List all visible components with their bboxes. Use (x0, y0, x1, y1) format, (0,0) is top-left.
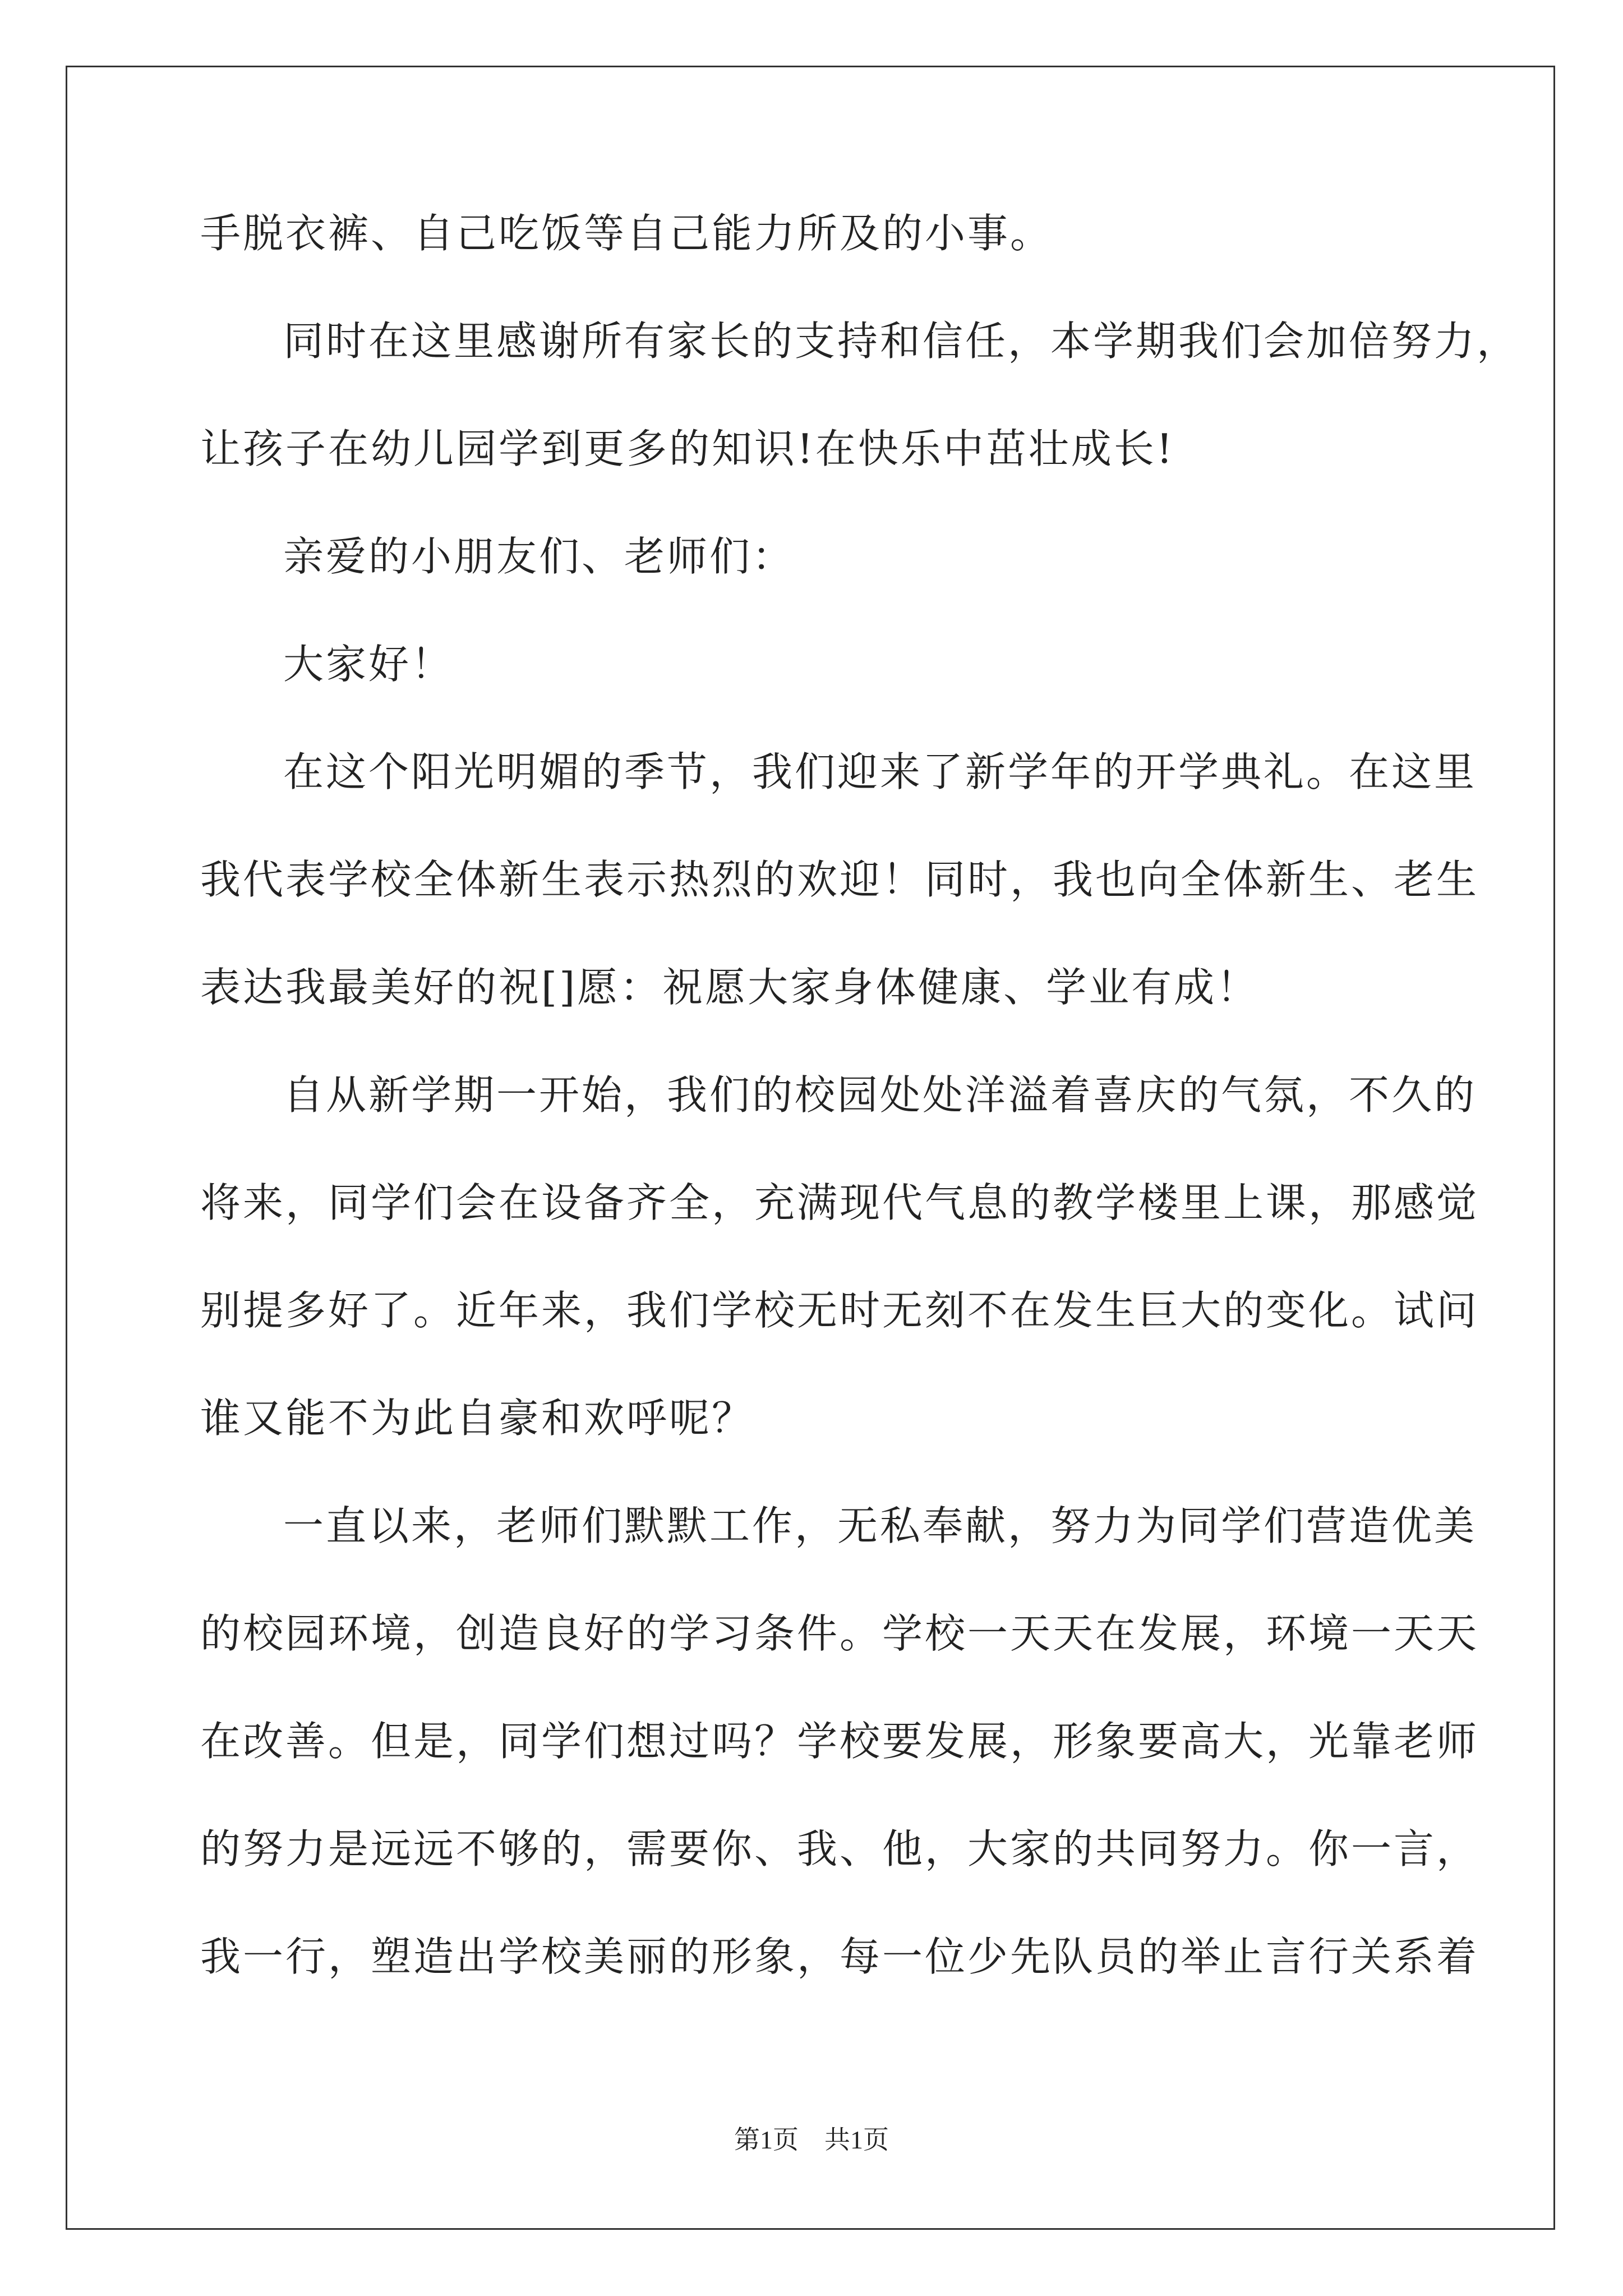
page-border (66, 66, 1555, 2230)
text-line: 在改善。但是，同学们想过吗？学校要发展，形象要高大，光靠老师 (200, 1718, 1479, 1765)
text-line: 的校园环境，创造良好的学习条件。学校一天天在发展，环境一天天 (200, 1610, 1479, 1657)
text-line: 我一行，塑造出学校美丽的形象，每一位少先队员的举止言行关系着 (200, 1933, 1479, 1980)
text-line: 表达我最美好的祝[]愿：祝愿大家身体健康、学业有成！ (200, 964, 1260, 1011)
text-line: 谁又能不为此自豪和欢呼呢？ (200, 1395, 755, 1442)
paragraph-line: 在这个阳光明媚的季节，我们迎来了新学年的开学典礼。在这里 (283, 748, 1477, 795)
salutation: 亲爱的小朋友们、老师们： (283, 533, 795, 580)
greeting: 大家好！ (283, 641, 454, 688)
text-line: 手脱衣裤、自己吃饭等自己能力所及的小事。 (200, 210, 1053, 257)
text-line: 将来，同学们会在设备齐全，充满现代气息的教学楼里上课，那感觉 (200, 1179, 1479, 1226)
page-number-footer: 第1页 共1页 (734, 2125, 889, 2154)
paragraph-line: 一直以来，老师们默默工作，无私奉献，努力为同学们营造优美 (283, 1502, 1477, 1549)
paragraph-line: 自从新学期一开始，我们的校园处处洋溢着喜庆的气氛，不久的 (283, 1071, 1477, 1119)
text-line: 别提多好了。近年来，我们学校无时无刻不在发生巨大的变化。试问 (200, 1287, 1479, 1334)
text-line: 的努力是远远不够的，需要你、我、他，大家的共同努力。你一言， (200, 1825, 1479, 1872)
text-line: 我代表学校全体新生表示热烈的欢迎！同时，我也向全体新生、老生 (200, 856, 1479, 903)
text-line: 让孩子在幼儿园学到更多的知识!在快乐中茁壮成长! (200, 425, 1175, 472)
paragraph-line: 同时在这里感谢所有家长的支持和信任，本学期我们会加倍努力， (283, 318, 1520, 365)
